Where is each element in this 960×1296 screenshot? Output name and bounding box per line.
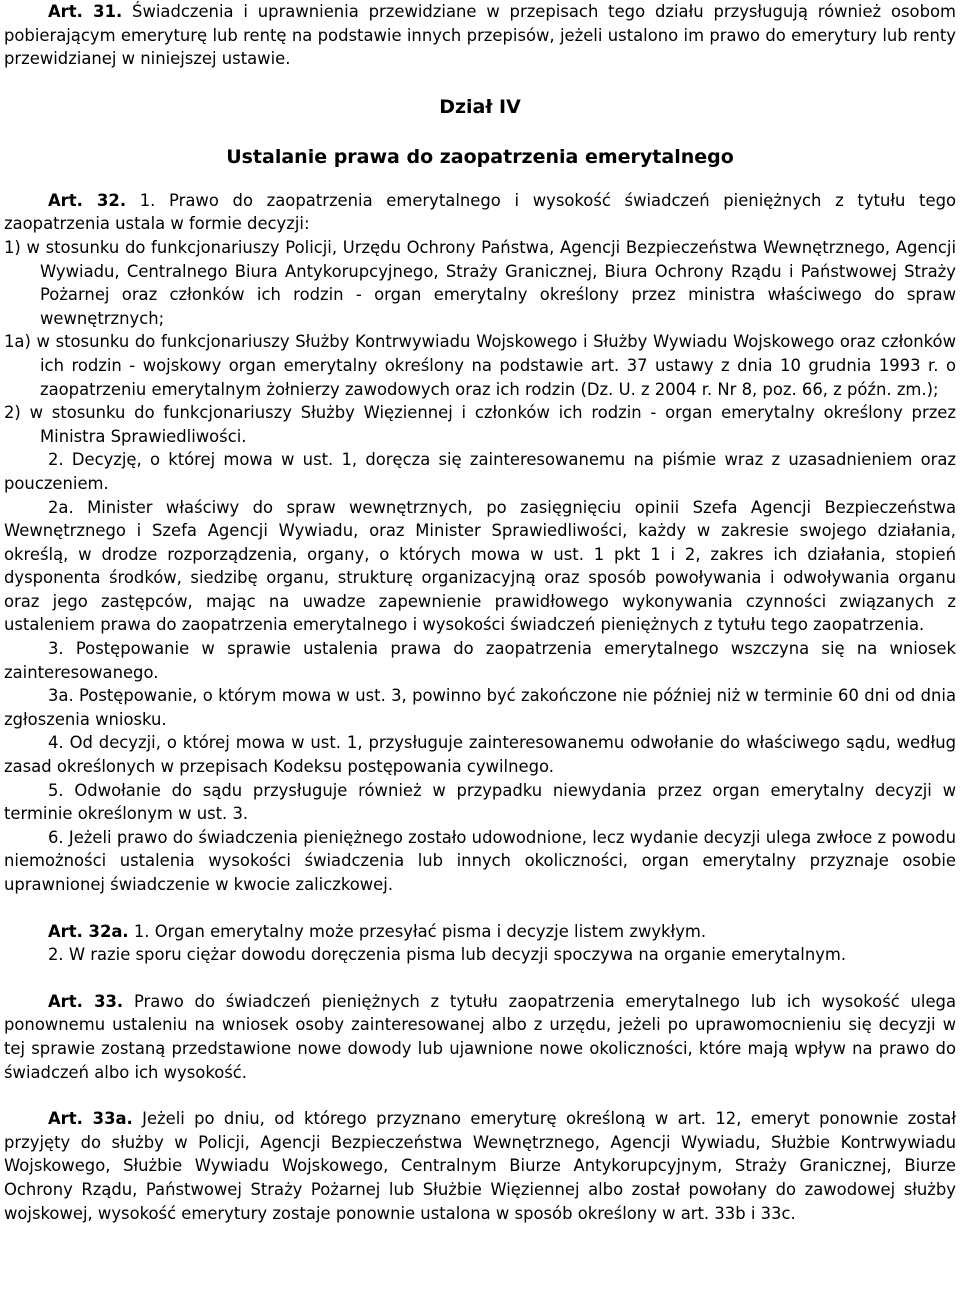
article-32-paragraph-1 — [4, 189, 956, 236]
article-32-paragraph-2a: 2a. Minister właściwy do spraw wewnętrznych, po zasięgnięciu opinii Szefa Agencji Bezpieczeństwa Wewnętrznego i Szefa Agencji Wywiadu, oraz Minister Sprawiedliwości, każdy w zakresie swojego działania, określą, w drodze rozporządzenia, organy, o których mowa w ust. 1 pkt 1 i 2, zakres ich działania, stopień dysponenta środków, siedzibę organu, strukturę organizacyjną oraz sposób powoływania i odwoływania organu oraz jego zastępców, mając na uwadze zapewnienie prawidłowego wykonywania czynności związanych z ustaleniem prawa do zaopatrzenia emerytalnego i wysokości świadczeń pieniężnych z tytułu tego zaopatrzenia. — [4, 497, 956, 635]
spacer — [4, 967, 956, 990]
article-31-text: Świadczenia i uprawnienia przewidziane w przepisach tego działu przysługują również osobom pobierającym emeryturę lub rentę na podstawie innych przepisów, jeżeli ustalono im prawo do emerytury lub renty przewidzianej w niniejszej ustawie. — [4, 2, 956, 69]
article-32a-p1-text: 1. Organ emerytalny może przesyłać pisma i decyzje listem zwykłym. — [128, 921, 707, 941]
article-32a-paragraph-1 — [4, 920, 956, 944]
article-33a-label: Art. 33a. — [48, 1109, 133, 1129]
article-33a-text: Jeżeli po dniu, od którego przyznano emeryturę określoną w art. 12, emeryt ponownie został przyjęty do służby w Policji, Agencji Bezpieczeństwa Wewnętrznego, Agencji Wywiadu, Służbie Kontrwywiadu Wojskowego, Służbie Wywiadu Wojskowego, Centralnym Biurze Antykorupcyjnym, Straży Granicznej, Biurze Ochrony Rządu, Państwowej Straży Pożarnej lub Służbie Więziennej albo został powołany do zawodowej służby wojskowej, wysokość emerytury zostaje ponownie ustalona w sposób określony w art. 33b i 33c. — [4, 1109, 956, 1223]
article-32-item-1: 1) w stosunku do funkcjonariuszy Policji, Urzędu Ochrony Państwa, Agencji Bezpieczeństwa Wewnętrznego, Agencji Wywiadu, Centralnego Biura Antykorupcyjnego, Straży Granicznej, Biura Ochrony Rządu i Państwowej Straży Pożarnej oraz członków ich rodzin - organ emerytalny określony przez ministra właściwego do spraw wewnętrznych; — [4, 237, 956, 328]
article-32-item-1a: 1a) w stosunku do funkcjonariuszy Służby Kontrwywiadu Wojskowego i Służby Wywiadu Wojskowego oraz członków ich rodzin - wojskowy organ emerytalny określony na podstawie art. 37 ustawy z dnia 10 grudnia 1993 r. o zaopatrzeniu emerytalnym żołnierzy zawodowych oraz ich rodzin (Dz. U. z 2004 r. Nr 8, poz. 66, z późn. zm.); — [4, 332, 956, 399]
article-32-paragraph-5: 5. Odwołanie do sądu przysługuje również w przypadku niewydania przez organ emerytalny decyzji w terminie określonym w ust. 3. — [4, 780, 956, 824]
article-33a — [4, 1107, 956, 1225]
article-32-paragraph-2: 2. Decyzję, o której mowa w ust. 1, doręcza się zainteresowanemu na piśmie wraz z uzasadnieniem oraz pouczeniem. — [4, 450, 956, 493]
article-32-paragraph-6: 6. Jeżeli prawo do świadczenia pieniężnego zostało udowodnione, lecz wydanie decyzji ulega zwłoce z powodu niemożności ustalenia wysokości świadczenia lub innych okoliczności, organ emerytalny przyznaje osobie uprawnionej świadczenie w kwocie zaliczkowej. — [4, 827, 956, 894]
article-32-p1-text: 1. Prawo do zaopatrzenia emerytalnego i wysokość świadczeń pieniężnych z tytułu tego zaopatrzenia ustala w formie decyzji: — [4, 190, 956, 234]
article-33-label: Art. 33. — [48, 991, 124, 1011]
article-32-paragraph-4: 4. Od decyzji, o której mowa w ust. 1, przysługuje zainteresowanemu odwołanie do właściwego sądu, według zasad określonych w przepisach Kodeksu postępowania cywilnego. — [4, 733, 956, 777]
article-32-item-2: 2) w stosunku do funkcjonariuszy Służby Więziennej i członków ich rodzin - organ emerytalny określony przez Ministra Sprawiedliwości. — [4, 403, 956, 446]
article-31 — [4, 0, 956, 71]
article-33-text: Prawo do świadczeń pieniężnych z tytułu zaopatrzenia emerytalnego lub ich wysokość ulega ponownemu ustaleniu na wniosek osoby zainteresowanej albo z urzędu, jeżeli po uprawomocnieniu się decyzji w tej sprawie zostaną przedstawione nowe dowody lub ujawnione nowe okoliczności, które mają wpływ na prawo do świadczeń albo ich wysokość. — [4, 991, 956, 1082]
article-32a-paragraph-2: 2. W razie sporu ciężar dowodu doręczenia pisma lub decyzji spoczywa na organie emerytalnym. — [48, 945, 847, 965]
article-32a-label: Art. 32a. — [48, 921, 129, 941]
spacer — [4, 1084, 956, 1107]
article-32-label: Art. 32. — [48, 190, 127, 210]
spacer — [4, 897, 956, 920]
article-32-paragraph-3: 3. Postępowanie w sprawie ustalenia prawa do zaopatrzenia emerytalnego wszczyna się na wniosek zainteresowanego. — [4, 639, 956, 682]
article-32-paragraph-3a: 3a. Postępowanie, o którym mowa w ust. 3, powinno być zakończone nie później niż w terminie 60 dni od dnia zgłoszenia wniosku. — [4, 686, 956, 729]
division-subtitle: Ustalanie prawa do zaopatrzenia emerytalnego — [226, 145, 734, 168]
article-33 — [4, 990, 956, 1084]
article-31-label: Art. 31. — [48, 2, 123, 21]
division-title: Dział IV — [439, 95, 521, 118]
